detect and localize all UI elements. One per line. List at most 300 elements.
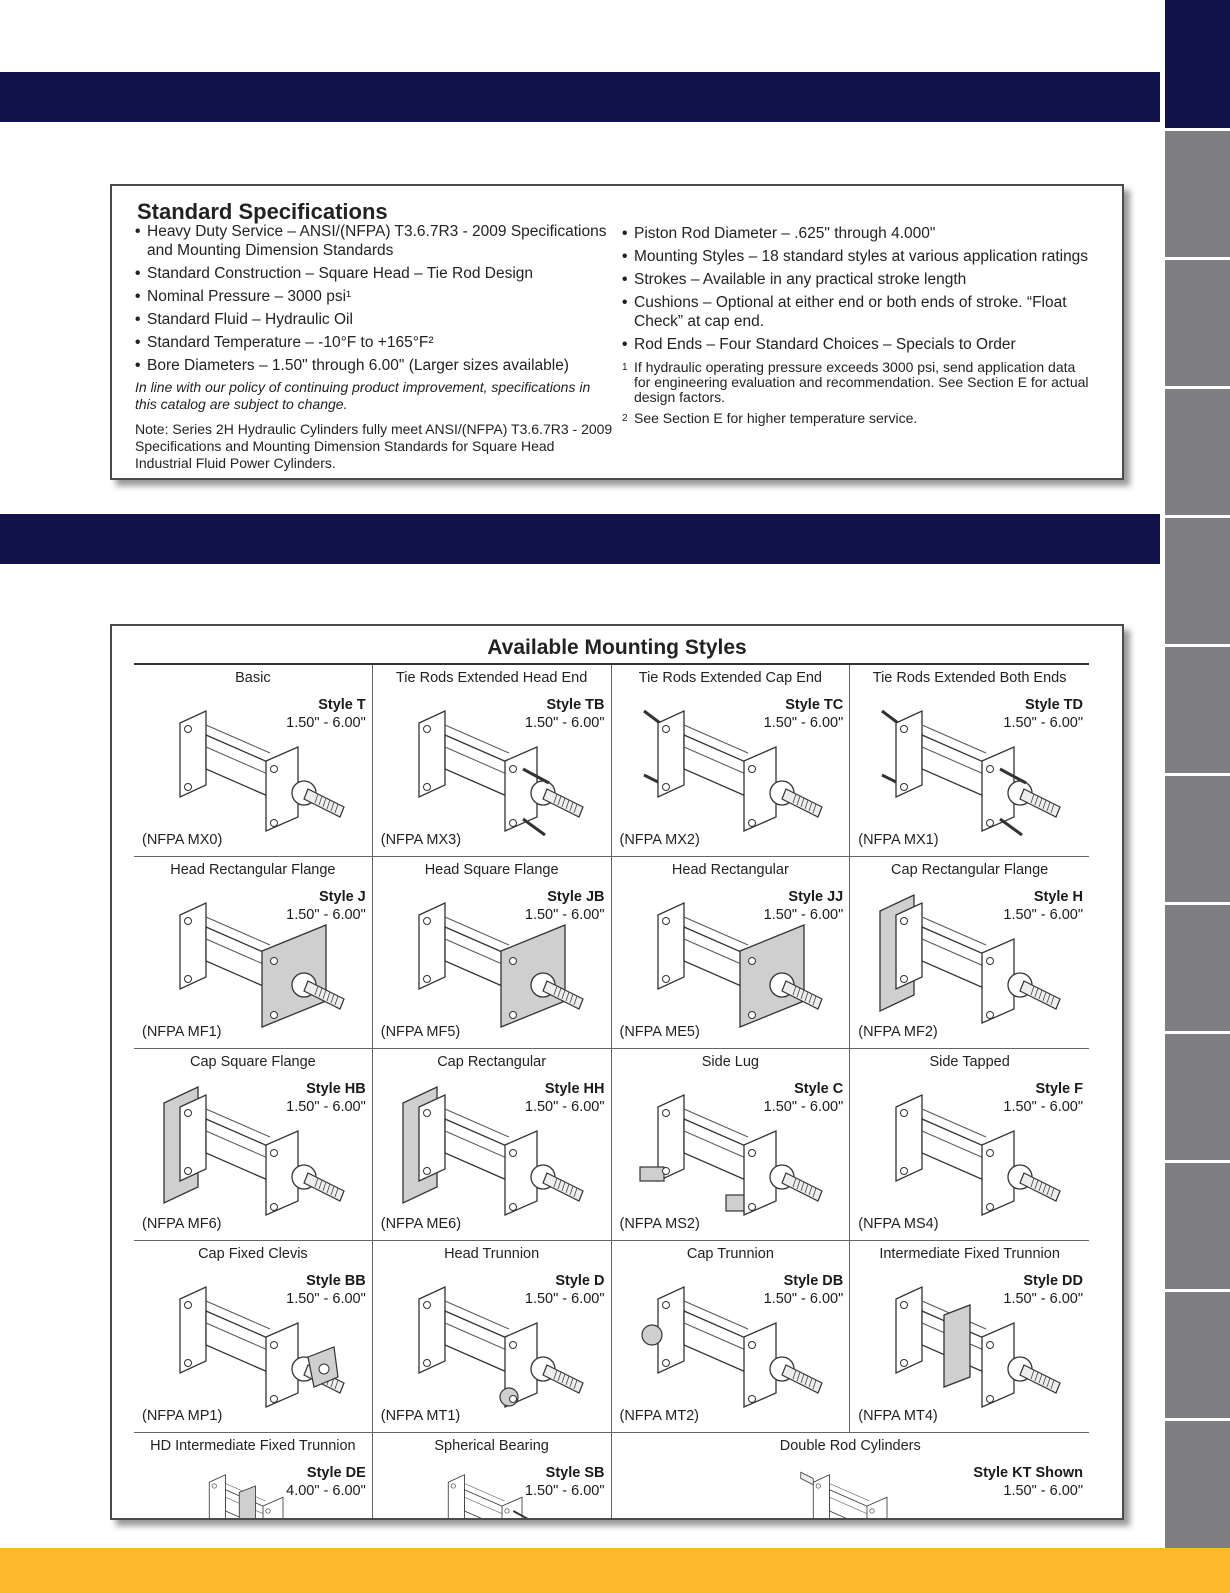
cylinder-drawing-icon: [158, 1461, 358, 1520]
style-code: Style D: [555, 1273, 605, 1289]
tie-rod-nut: [509, 1150, 516, 1157]
footnote-text: See Section E for higher temperature service.: [634, 410, 918, 426]
specifications-right-column: [622, 224, 1092, 426]
spec-bullet-text: Piston Rod Diameter – .625" through 4.000": [634, 225, 936, 242]
tie-rod-nut: [505, 1509, 509, 1513]
nfpa-code: (NFPA ME5): [619, 1024, 700, 1040]
tie-rod-nut: [423, 784, 430, 791]
section-header-band-middle: [0, 514, 1160, 564]
cylinder-barrel: [922, 1119, 986, 1181]
cylinder-barrel: [206, 735, 270, 797]
mounting-style-cell: [134, 857, 373, 1048]
mounting-style-cell: [850, 857, 1089, 1048]
style-code: Style HB: [306, 1081, 366, 1097]
nfpa-code: (NFPA MS4): [858, 1216, 939, 1232]
tie-rod-nut: [901, 1110, 908, 1117]
mounting-style-cell: [373, 1241, 612, 1432]
tie-rod-nut: [271, 958, 278, 965]
section-tab[interactable]: [1165, 905, 1230, 1031]
cap-end-block: [419, 711, 445, 797]
footnote-text: If hydraulic operating pressure exceeds 3000 psi, send application data for engineering evaluation and recommendation. See Section E for actual design factors.: [634, 359, 1089, 405]
bore-range: 1.50" - 6.00": [524, 1483, 605, 1499]
tie-rod-nut: [901, 1302, 908, 1309]
section-tab[interactable]: [1165, 260, 1230, 386]
tie-rod-nut: [423, 726, 430, 733]
style-code: Style JJ: [788, 889, 844, 905]
section-tab[interactable]: [1165, 1292, 1230, 1418]
tie-rod-nut: [662, 976, 669, 983]
cylinder-illustration: [636, 881, 836, 1041]
tie-rod-nut: [266, 1509, 270, 1513]
footnote: [622, 360, 1092, 405]
cap-end-block: [180, 711, 206, 797]
bore-range: 1.50" - 6.00": [1003, 907, 1083, 923]
spec-bullet: [135, 287, 615, 306]
cylinder-illustration: [397, 689, 597, 849]
footnote-mark: 2: [622, 413, 628, 424]
spec-bullet: [622, 247, 1092, 266]
tie-rod-nut: [662, 726, 669, 733]
rod-gland: [518, 1519, 533, 1521]
cylinder-barrel: [922, 735, 986, 797]
tie-rod-nut: [185, 918, 192, 925]
cylinder-barrel: [684, 1119, 748, 1181]
nfpa-code: (NFPA ME6): [380, 1216, 462, 1232]
cylinder-drawing-icon: [874, 689, 1074, 849]
section-tab[interactable]: [1165, 131, 1230, 257]
cylinder-drawing-icon: [397, 1265, 597, 1425]
tie-rod-nut: [271, 1342, 278, 1349]
mounting-style-label: Cap Square Flange: [190, 1054, 316, 1070]
tie-rod-nut: [509, 1204, 516, 1211]
nfpa-code: (NFPA MF2): [858, 1024, 938, 1040]
nfpa-code: (NFPA MF6): [142, 1216, 222, 1232]
mounting-style-cell: [134, 1241, 373, 1432]
cylinder-illustration: [158, 1073, 358, 1233]
cylinder-drawing-icon: [397, 1461, 597, 1520]
cylinder-illustration: [158, 689, 358, 849]
style-code: Style DD: [1023, 1273, 1083, 1289]
spec-bullet: [622, 270, 1092, 289]
mounting-style-label: Side Tapped: [929, 1054, 1010, 1070]
style-code: Style J: [319, 889, 366, 905]
specifications-title: Standard Specifications: [137, 199, 388, 224]
cap-end-block: [896, 1095, 922, 1181]
mounting-style-cell: [850, 1049, 1089, 1240]
bullet-dot-icon: •: [622, 225, 628, 242]
cylinder-drawing-icon: [636, 1073, 836, 1233]
standard-specifications-panel: [110, 184, 1124, 480]
tie-rod-nut: [423, 976, 430, 983]
cylinder-barrel: [206, 927, 270, 989]
cylinder-illustration: [158, 1461, 358, 1520]
second-rod-end: [800, 1472, 813, 1485]
cap-end-block: [180, 1095, 206, 1181]
style-code: Style T: [318, 697, 366, 713]
tie-rod-nut: [748, 1342, 755, 1349]
cap-end-block: [419, 903, 445, 989]
bore-range: 1.50" - 6.00": [1003, 1291, 1083, 1307]
cylinder-illustration: [874, 881, 1074, 1041]
tie-rod-nut: [271, 1396, 278, 1403]
mounting-style-row: [134, 857, 1089, 1049]
style-code: Style F: [1035, 1081, 1083, 1097]
cylinder-barrel: [445, 927, 509, 989]
nfpa-code: (NFPA MS2): [619, 1216, 700, 1232]
spec-bullet: [622, 293, 1092, 331]
head-end-block: [263, 1497, 283, 1520]
cap-end-block: [419, 1095, 445, 1181]
tie-rod-extension: [882, 711, 898, 723]
spec-bullet-text: Cushions – Optional at either end or both ends of stroke. “Float Check” at cap end.: [634, 294, 1067, 330]
series-note: Note: Series 2H Hydraulic Cylinders fully meet ANSI/(NFPA) T3.6.7R3 - 2009 Specifications and Mounting Dimension Standards for Square Head Industrial Fluid Power Cylinders.: [135, 421, 613, 471]
cylinder-barrel: [922, 927, 986, 989]
spec-bullet-text: Heavy Duty Service – ANSI/(NFPA) T3.6.7R3 - 2009 Specifications and Mounting Dimension Standards: [147, 223, 607, 259]
cylinder-illustration: [397, 1265, 597, 1425]
cylinder-illustration: [397, 881, 597, 1041]
cylinder-barrel: [684, 735, 748, 797]
nfpa-code: (NFPA MX1): [858, 832, 939, 848]
bore-range: 1.50" - 6.00": [286, 907, 366, 923]
tie-rod-extension: [523, 819, 545, 835]
mounting-style-cell: [373, 857, 612, 1048]
style-code: Style BB: [306, 1273, 366, 1289]
bore-range: 1.50" - 6.00": [524, 1291, 605, 1307]
cylinder-illustration: [874, 1073, 1074, 1233]
tie-rod-nut: [869, 1509, 873, 1513]
spec-bullet-text: Standard Construction – Square Head – Tie Rod Design: [147, 265, 534, 282]
bore-range: 1.50" - 6.00": [763, 907, 844, 923]
mounting-style-row: [134, 1049, 1089, 1241]
nfpa-code: (NFPA MT2): [619, 1408, 699, 1424]
section-tab[interactable]: [1165, 647, 1230, 773]
nfpa-code: (NFPA MT4): [858, 1408, 938, 1424]
cylinder-illustration: [636, 1073, 836, 1233]
cylinder-barrel: [445, 1119, 509, 1181]
mounting-style-label: Head Square Flange: [424, 862, 559, 878]
cylinder-barrel: [206, 1119, 270, 1181]
spec-bullet-text: Bore Diameters – 1.50" through 6.00" (Larger sizes available): [147, 357, 569, 374]
bullet-dot-icon: •: [622, 336, 628, 353]
footnote: [622, 411, 1092, 426]
tie-rod-nut: [423, 1168, 430, 1175]
mounting-style-label: Spherical Bearing: [434, 1438, 549, 1454]
spec-bullet-text: Standard Temperature – -10°F to +165°F²: [147, 334, 434, 351]
nfpa-code: (NFPA MT1): [380, 1408, 461, 1424]
bore-range: 1.50" - 6.00": [524, 907, 605, 923]
nfpa-code: (NFPA MF1): [142, 1024, 222, 1040]
mounting-style-label: HD Intermediate Fixed Trunnion: [150, 1438, 356, 1454]
tie-rod-nut: [901, 918, 908, 925]
tie-rod-nut: [662, 1110, 669, 1117]
trunnion-block: [944, 1305, 970, 1387]
mounting-style-cell: [612, 1049, 851, 1240]
tie-rod-nut: [662, 1360, 669, 1367]
mounting-style-row: [134, 665, 1089, 857]
spec-bullet-text: Mounting Styles – 18 standard styles at various application ratings: [634, 248, 1089, 265]
cap-end-block: [896, 711, 922, 797]
spec-bullet: [135, 264, 615, 283]
specifications-left-column: [135, 222, 615, 472]
tie-rod-extension: [644, 711, 660, 723]
cap-end-block: [180, 1287, 206, 1373]
nfpa-code: (NFPA MX0): [142, 832, 223, 848]
cylinder-illustration: [397, 1461, 597, 1520]
spec-bullet: [135, 222, 615, 260]
bullet-dot-icon: •: [135, 288, 141, 305]
bore-range: 1.50" - 6.00": [763, 715, 844, 731]
mounting-style-cell: [612, 857, 851, 1048]
mounting-style-spec: [973, 1464, 1083, 1500]
mounting-style-label: Cap Fixed Clevis: [198, 1246, 308, 1262]
nfpa-code: (NFPA MF5): [380, 1024, 461, 1040]
cylinder-drawing-icon: [158, 689, 358, 849]
cylinder-drawing-icon: [874, 1265, 1074, 1425]
spec-bullet-text: Strokes – Available in any practical stroke length: [634, 271, 967, 288]
tie-rod-nut: [212, 1484, 216, 1488]
mounting-flange-shape: [740, 925, 804, 1027]
tie-rod-nut: [423, 1302, 430, 1309]
tie-rod-nut: [901, 1168, 908, 1175]
section-tab-active[interactable]: [1165, 0, 1230, 128]
tie-rod-nut: [748, 1204, 755, 1211]
style-code: Style SB: [545, 1465, 605, 1481]
rod-gland: [279, 1519, 294, 1521]
bore-range: 1.50" - 6.00": [1003, 1099, 1083, 1115]
style-code: Style DE: [306, 1465, 366, 1481]
bore-range: 1.50" - 6.00": [763, 1291, 844, 1307]
cylinder-illustration: [874, 689, 1074, 849]
style-code: Style C: [794, 1081, 844, 1097]
spec-bullet: [135, 356, 615, 375]
mounting-style-label: Cap Trunnion: [686, 1246, 774, 1262]
tie-rod-nut: [185, 784, 192, 791]
tie-rod-nut: [987, 1150, 994, 1157]
cylinder-barrel: [684, 1311, 748, 1373]
tie-rod-nut: [748, 1012, 755, 1019]
style-code: Style DB: [783, 1273, 844, 1289]
mounting-style-cell: [373, 1433, 612, 1520]
style-code: Style JB: [547, 889, 605, 905]
mounting-styles-grid: [134, 663, 1089, 1520]
bore-range: 1.50" - 6.00": [286, 1099, 366, 1115]
tie-rod-nut: [662, 918, 669, 925]
cap-end-block: [896, 1287, 922, 1373]
cylinder-barrel: [445, 735, 509, 797]
style-code: Style HH: [544, 1081, 605, 1097]
section-tab[interactable]: [1165, 1421, 1230, 1548]
mounting-flange-shape: [501, 925, 565, 1027]
cap-end-block: [658, 711, 684, 797]
cylinder-barrel: [684, 927, 748, 989]
bore-range: 4.00" - 6.00": [286, 1483, 366, 1499]
bore-range: 1.50" - 6.00": [763, 1099, 844, 1115]
section-tab[interactable]: [1165, 389, 1230, 515]
tie-rod-nut: [271, 1012, 278, 1019]
tie-rod-nut: [901, 1360, 908, 1367]
tie-rod-nut: [987, 1204, 994, 1211]
tie-rod-nut: [509, 766, 516, 773]
cylinder-drawing-icon: [158, 1265, 358, 1425]
bullet-dot-icon: •: [622, 248, 628, 265]
section-tab[interactable]: [1165, 518, 1230, 644]
cylinder-drawing-icon: [874, 1073, 1074, 1233]
mounting-style-cell: [134, 1433, 373, 1520]
mounting-style-label: Head Trunnion: [444, 1246, 540, 1262]
mounting-style-label: Cap Rectangular: [437, 1054, 547, 1070]
bullet-dot-icon: •: [622, 294, 628, 311]
bore-range: 1.50" - 6.00": [1003, 1483, 1083, 1499]
mounting-style-cell: [850, 665, 1089, 856]
section-tab[interactable]: [1165, 776, 1230, 902]
tie-rod-nut: [509, 1012, 516, 1019]
tie-rod-nut: [901, 726, 908, 733]
spec-bullet-text: Rod Ends – Four Standard Choices – Specials to Order: [634, 336, 1016, 353]
head-end-block: [502, 1497, 522, 1520]
cap-end-block: [180, 903, 206, 989]
mounting-style-cell: [134, 1049, 373, 1240]
bore-range: 1.50" - 6.00": [524, 1099, 605, 1115]
section-tab-strip: [1165, 0, 1230, 1548]
cap-end-block: [209, 1475, 225, 1520]
tie-rod-nut: [509, 820, 516, 827]
mounting-style-label: Head Rectangular Flange: [170, 862, 336, 878]
tie-rod-nut: [987, 766, 994, 773]
mounting-style-label: Tie Rods Extended Both Ends: [872, 670, 1067, 686]
tie-rod-extension: [1000, 819, 1022, 835]
tie-rod-nut: [987, 820, 994, 827]
side-lug-block: [640, 1167, 664, 1181]
tie-rod-nut: [185, 726, 192, 733]
tie-rod-nut: [662, 1168, 669, 1175]
cylinder-drawing-icon: [158, 1073, 358, 1233]
tie-rod-nut: [901, 784, 908, 791]
tie-rod-nut: [185, 1168, 192, 1175]
spec-bullet: [622, 224, 1092, 243]
cylinder-barrel: [464, 1490, 504, 1520]
style-code: Style TD: [1024, 697, 1083, 713]
style-code: Style TB: [546, 697, 605, 713]
nfpa-code: (NFPA MP1): [142, 1408, 223, 1424]
cylinder-drawing-icon: [636, 689, 836, 849]
mounting-flange-shape: [262, 925, 326, 1027]
mounting-style-label: Basic: [235, 670, 271, 686]
trunnion-pin: [642, 1325, 662, 1345]
style-code: Style H: [1033, 889, 1083, 905]
tie-rod-nut: [662, 1302, 669, 1309]
nfpa-code: (NFPA MX3): [380, 832, 462, 848]
section-tab[interactable]: [1165, 1163, 1230, 1289]
cylinder-illustration: [636, 689, 836, 849]
bullet-dot-icon: •: [135, 357, 141, 374]
cap-end-block: [658, 1287, 684, 1373]
tie-rod-nut: [271, 1150, 278, 1157]
mounting-style-cell: [373, 665, 612, 856]
cylinder-drawing-icon: [158, 881, 358, 1041]
tie-rod-nut: [816, 1484, 820, 1488]
mounting-style-cell: [850, 1241, 1089, 1432]
clevis-pin: [319, 1364, 329, 1374]
cylinder-illustration: [762, 1461, 962, 1520]
mounting-style-label: Head Rectangular: [671, 862, 789, 878]
mounting-style-label: Side Lug: [701, 1054, 759, 1070]
nfpa-code: (NFPA MX2): [619, 832, 700, 848]
cap-end-block: [813, 1475, 829, 1520]
bullet-dot-icon: •: [135, 223, 141, 240]
mounting-style-label: Tie Rods Extended Head End: [395, 670, 588, 686]
page-footer-bar: [0, 1548, 1230, 1593]
tie-rod-nut: [423, 1110, 430, 1117]
spec-bullet-text: Nominal Pressure – 3000 psi¹: [147, 288, 352, 305]
bore-range: 1.50" - 6.00": [286, 715, 366, 731]
footnote-mark: 1: [622, 362, 628, 373]
mounting-style-row: [134, 1241, 1089, 1433]
bullet-dot-icon: •: [135, 311, 141, 328]
cylinder-drawing-icon: [874, 881, 1074, 1041]
cap-end-block: [658, 903, 684, 989]
mounting-styles-title: Available Mounting Styles: [487, 636, 747, 659]
bullet-dot-icon: •: [622, 271, 628, 288]
cap-end-block: [448, 1475, 464, 1520]
mounting-style-cell: [612, 1433, 1090, 1520]
tie-rod-nut: [451, 1484, 455, 1488]
cylinder-barrel: [206, 1311, 270, 1373]
bore-range: 1.50" - 6.00": [286, 1291, 366, 1307]
tie-rod-nut: [748, 958, 755, 965]
tie-rod-nut: [423, 918, 430, 925]
cylinder-barrel: [829, 1490, 869, 1520]
cylinder-illustration: [636, 1265, 836, 1425]
bore-range: 1.50" - 6.00": [524, 715, 605, 731]
tie-rod-nut: [185, 1110, 192, 1117]
cylinder-drawing-icon: [636, 1265, 836, 1425]
tie-rod-nut: [662, 784, 669, 791]
cap-end-block: [896, 903, 922, 989]
mounting-styles-panel: [110, 624, 1124, 1520]
tie-rod-nut: [185, 976, 192, 983]
style-code: Style TC: [785, 697, 844, 713]
policy-note: In line with our policy of continuing product improvement, specifications in this catalog are subject to change.: [135, 379, 591, 412]
tie-rod-nut: [987, 1012, 994, 1019]
tie-rod-nut: [509, 958, 516, 965]
cylinder-drawing-icon: [762, 1461, 962, 1520]
cap-end-block: [419, 1287, 445, 1373]
tie-rod-nut: [987, 958, 994, 965]
tie-rod-nut: [748, 820, 755, 827]
mounting-style-label: Double Rod Cylinders: [779, 1438, 921, 1454]
rod-gland: [883, 1519, 898, 1521]
head-end-block: [867, 1497, 887, 1520]
mounting-style-label: Intermediate Fixed Trunnion: [879, 1246, 1060, 1262]
bullet-dot-icon: •: [135, 265, 141, 282]
cylinder-drawing-icon: [397, 689, 597, 849]
tie-rod-nut: [509, 1396, 516, 1403]
bore-range: 1.50" - 6.00": [1003, 715, 1083, 731]
tie-rod-nut: [748, 1150, 755, 1157]
spec-bullet-text: Standard Fluid – Hydraulic Oil: [147, 311, 353, 328]
mounting-style-label: Cap Rectangular Flange: [891, 862, 1049, 878]
mounting-style-cell: [373, 1049, 612, 1240]
tie-rod-nut: [987, 1396, 994, 1403]
cylinder-illustration: [397, 1073, 597, 1233]
bullet-dot-icon: •: [135, 334, 141, 351]
spec-bullet: [622, 335, 1092, 354]
cylinder-illustration: [874, 1265, 1074, 1425]
section-tab[interactable]: [1165, 1034, 1230, 1160]
tie-rod-nut: [423, 1360, 430, 1367]
tie-rod-nut: [509, 1342, 516, 1349]
section-header-band-top: [0, 72, 1160, 122]
